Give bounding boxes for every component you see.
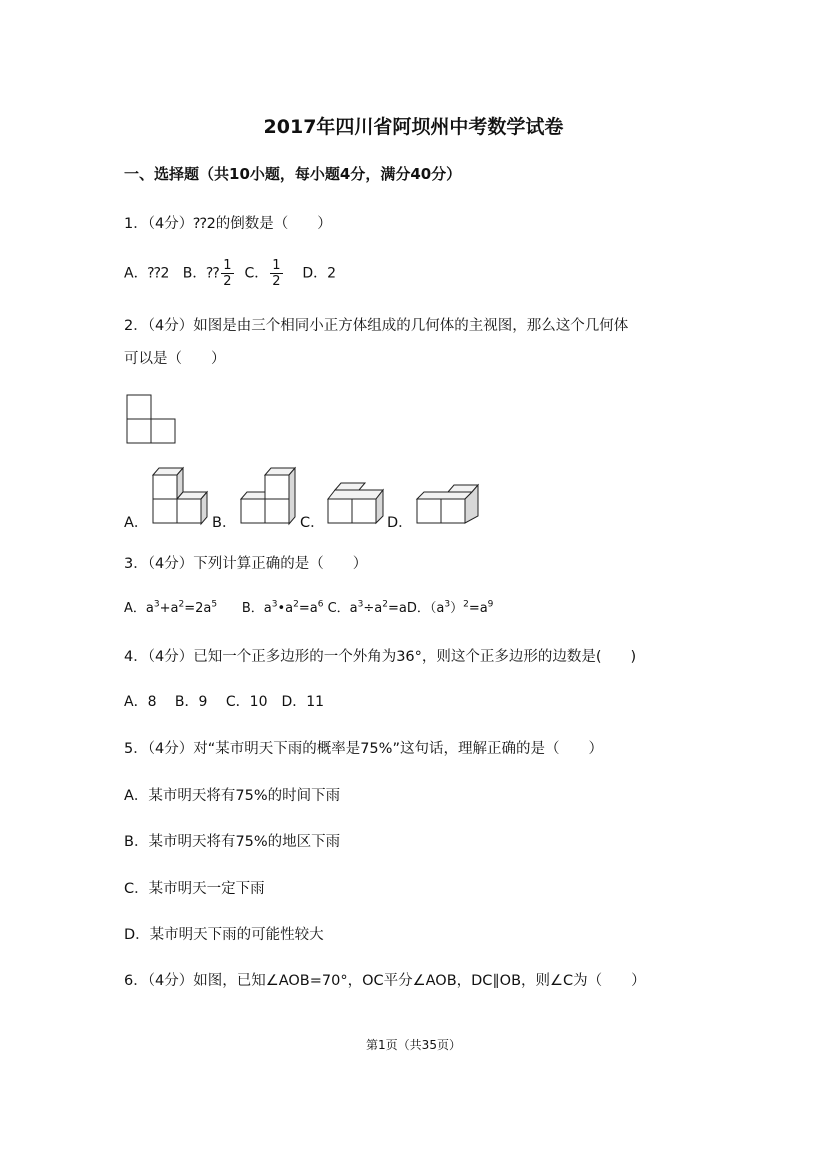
- q5-option-a: A．某市明天将有75%的时间下雨: [124, 788, 341, 804]
- q3-a-result: =2a: [184, 601, 212, 616]
- q3-a-exp1: 3: [153, 599, 160, 610]
- question-2-stem-line2: 可以是（ ）: [124, 351, 226, 367]
- question-1-stem: 1．（4分）⁇2的倒数是（ ）: [124, 216, 332, 232]
- q3-a-exp3: 5: [211, 599, 218, 610]
- q3-option-c: [328, 601, 407, 616]
- q3-b-exp2: 2: [293, 599, 299, 610]
- q1-option-c-prefix: C．: [244, 265, 269, 282]
- q2-option-a-figure: [150, 465, 214, 527]
- q1-option-b-prefix: B．⁇: [182, 265, 220, 282]
- q3-b-result: =a: [298, 601, 318, 616]
- q3-d-exp2: 2: [463, 599, 469, 610]
- question-3-stem: 3．（4分）下列计算正确的是（ ）: [124, 556, 368, 572]
- q3-a-exp2: 2: [178, 599, 185, 610]
- q3-b-base: B．a: [241, 601, 272, 616]
- q3-d-result: =a: [468, 601, 488, 616]
- q1-c-numerator: 1: [272, 258, 281, 273]
- q3-b-times: •a: [277, 601, 294, 616]
- q5-option-d: D．某市明天下雨的可能性较大: [124, 927, 324, 943]
- question-4-options: A．8 B．9 C．10 D．11: [124, 694, 325, 710]
- q2-label-d: D．: [387, 515, 413, 531]
- q1-option-c-fraction: [270, 258, 282, 289]
- q3-d-exp3: 9: [487, 599, 494, 610]
- question-4-stem: 4．（4分）已知一个正多边形的一个外角为36°，则这个正多边形的边数是( ): [124, 649, 637, 665]
- q1-b-numerator: 1: [223, 258, 232, 273]
- question-5-stem: 5．（4分）对“某市明天下雨的概率是75%”这句话，理解正确的是（ ）: [124, 741, 603, 757]
- q3-d-exp1: 3: [444, 599, 451, 610]
- q1-option-a: A．⁇2: [124, 265, 170, 282]
- q3-c-exp2: 2: [382, 599, 388, 610]
- q3-d-paren: ）: [450, 601, 464, 616]
- q2-label-b: B．: [212, 515, 237, 531]
- q3-b-exp1: 3: [271, 599, 278, 610]
- q3-a-base: A．a: [124, 601, 154, 616]
- question-2-stem-line1: 2．（4分）如图是由三个相同小正方体组成的几何体的主视图，那么这个几何体: [124, 318, 629, 334]
- q3-a-plus: +a: [159, 601, 179, 616]
- q3-c-exp1: 3: [357, 599, 364, 610]
- q3-option-a: [124, 601, 217, 616]
- question-3-options: [124, 597, 493, 616]
- section-heading: 一、选择题（共10小题，每小题4分，满分40分）: [124, 165, 462, 183]
- q2-label-a: A．: [124, 515, 149, 531]
- q3-option-b: [242, 601, 324, 616]
- q5-option-c: C．某市明天一定下雨: [124, 881, 265, 897]
- q2-option-b-figure: [238, 465, 302, 527]
- page-footer: 第1页（共35页）: [366, 1038, 461, 1052]
- q1-option-d: D．2: [302, 265, 337, 282]
- q3-c-divide: ÷a: [363, 601, 383, 616]
- question-1-options: [124, 258, 336, 289]
- q3-c-base: C．a: [327, 601, 358, 616]
- q3-d-base: D．（a: [406, 601, 445, 616]
- q2-option-d-figure: [414, 482, 484, 528]
- page-title: 2017年四川省阿坝州中考数学试卷: [263, 116, 564, 138]
- q3-option-d: [407, 601, 494, 616]
- q1-b-denominator: 2: [223, 274, 232, 289]
- q1-option-b-fraction: [221, 258, 233, 289]
- q3-c-result: =a: [387, 601, 407, 616]
- question-6-stem: 6．（4分）如图，已知∠AOB=70°，OC平分∠AOB，DC∥OB，则∠C为（ ）: [124, 973, 646, 989]
- q5-option-b: B．某市明天将有75%的地区下雨: [124, 834, 341, 850]
- q2-option-c-figure: [325, 480, 389, 528]
- q2-label-c: C．: [300, 515, 325, 531]
- q1-c-denominator: 2: [272, 274, 281, 289]
- q3-b-exp3: 6: [317, 599, 324, 610]
- front-view-figure: [125, 393, 177, 445]
